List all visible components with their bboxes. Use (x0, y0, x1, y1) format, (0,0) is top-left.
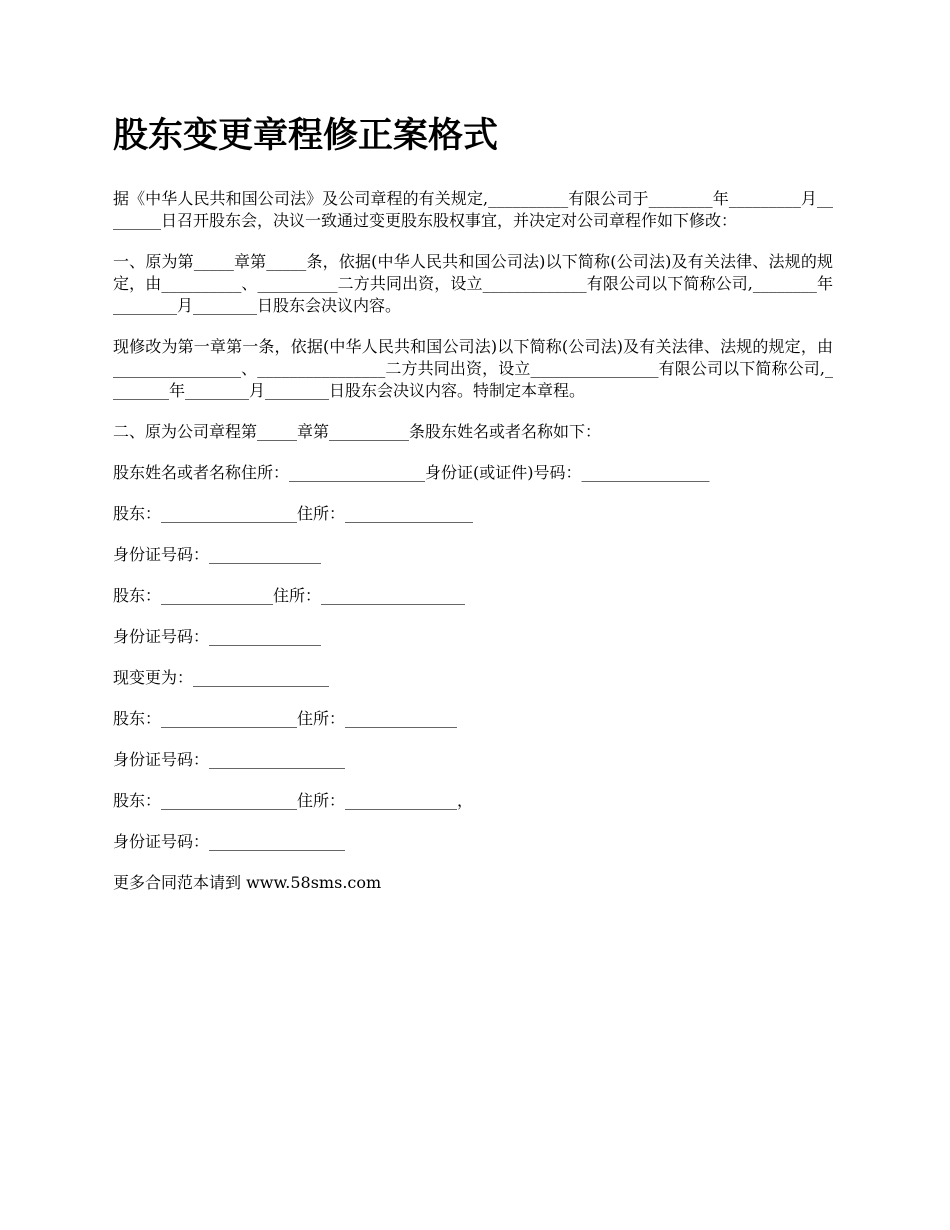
id-number-line: 身份证号码：_________________ (113, 750, 346, 769)
shareholder-line: 股东：_________________住所：______________ (113, 709, 458, 728)
shareholder-line: 股东：_________________住所：________________ (113, 504, 474, 523)
id-number-line: 身份证号码：______________ (113, 545, 322, 564)
amended-clause-paragraph: 现修改为第一章第一条，依据(中华人民共和国公司法)以下简称(公司法)及有关法律、法规的规定，由________________、________________二方共同出资，设立________________有限公司以下简称公司,________年________月________日股东会决议内容。特制定本章程。 (113, 337, 833, 400)
original-shareholders-heading: 二、原为公司章程第_____章第__________条股东姓名或者名称如下： (113, 422, 602, 441)
shareholder-line: 股东：_________________住所：______________， (113, 791, 474, 810)
document-page (113, 112, 833, 913)
intro-paragraph: 据《中华人民共和国公司法》及公司章程的有关规定,__________有限公司于________年_________月________日召开股东会，决议一致通过变更股东股权事宜，并决定对公司章程作如下修改： (113, 189, 833, 230)
shareholder-line: 股东：______________住所：__________________ (113, 586, 466, 605)
original-clause-paragraph: 一、原为第_____章第_____条，依据(中华人民共和国公司法)以下简称(公司法)及有关法律、法规的规定，由__________、__________二方共同出资，设立_____________有限公司以下简称公司,________年________月________日股东会决议内容。 (113, 252, 833, 315)
id-number-line: 身份证号码：_________________ (113, 832, 346, 851)
document-title: 股东变更章程修正案格式 (113, 116, 499, 156)
changed-to-line: 现变更为：_________________ (113, 668, 330, 687)
id-number-line: 身份证号码：______________ (113, 627, 322, 646)
footer-note: 更多合同范本请到 www.58sms.com (113, 873, 382, 892)
shareholder-name-address-line: 股东姓名或者名称住所：_________________身份证(或证件)号码：________________ (113, 463, 710, 482)
